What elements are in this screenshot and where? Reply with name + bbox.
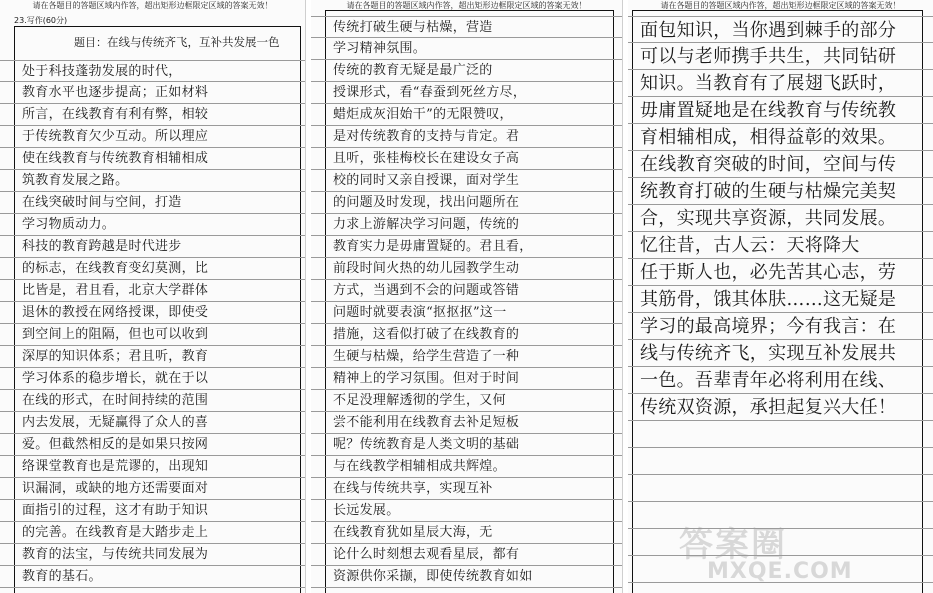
answer-area-warning: 请在各题目的答题区域内作答，超出矩形边框限定区域的答案无效！: [660, 1, 901, 10]
essay-line: 教育的法宝，与传统共同发展为: [0, 544, 305, 566]
essay-line: 学习体系的稳步增长，就在于以: [0, 368, 305, 390]
essay-line: 内去发展，无疑赢得了众人的喜: [0, 412, 305, 434]
essay-lines-column-2: [311, 16, 622, 588]
essay-line: 教育水平也逐步提高；正如材料: [0, 82, 305, 104]
essay-line: 传统双资源，承担起复兴大任！: [628, 394, 933, 421]
essay-line: 深厚的知识体系；君且听，教育: [0, 346, 305, 368]
essay-lines-column-1: [0, 60, 305, 588]
essay-line: 生硬与枯燥，给学生营造了一种: [311, 346, 622, 368]
essay-line: 的标志，在线教育变幻莫测，比: [0, 258, 305, 280]
essay-line: 是对传统教育的支持与肯定。君: [311, 126, 622, 148]
answer-sheet-page-right: [628, 0, 933, 593]
essay-line: 所言，在线教育有利有弊，相较: [0, 104, 305, 126]
essay-lines-column-3: [628, 16, 933, 583]
essay-line: 面包知识，当你遇到棘手的部分: [628, 16, 933, 43]
essay-topic: [74, 34, 280, 50]
answer-area-warning: 请在各题目的答题区域内作答，超出矩形边框限定区域的答案无效！: [346, 1, 587, 10]
essay-line: 前段时间火热的幼儿园教学生动: [311, 258, 622, 280]
essay-line: 学习的最高境界；今有我言：在: [628, 313, 933, 340]
essay-line: 传统的教育无疑是最广泛的: [311, 60, 622, 82]
essay-line: 教育实力是毋庸置疑的。君且看，: [311, 236, 622, 258]
essay-line: 问题时就要表演“抠抠抠”这一: [311, 302, 622, 324]
essay-line: 与在线教学相辅相成共辉煌。: [311, 456, 622, 478]
essay-line: 授课形式，看“春蚕到死丝方尽，: [311, 82, 622, 104]
essay-line: 精神上的学习氛围。但对于时间: [311, 368, 622, 390]
essay-line: 学习物质动力。: [0, 214, 305, 236]
essay-line: 不足没理解透彻的学生，又何: [311, 390, 622, 412]
essay-line: 的完善。在线教育是大踏步走上: [0, 522, 305, 544]
essay-line: 退休的教授在网络授课，即使受: [0, 302, 305, 324]
essay-line: 任于斯人也，必先苦其心志，劳: [628, 259, 933, 286]
essay-line: 其筋骨，饿其体肤……这无疑是: [628, 286, 933, 313]
essay-line: 可以与老师携手共生，共同钻研: [628, 43, 933, 70]
page-divider: [622, 0, 627, 593]
essay-line: 学习精神氛围。: [311, 38, 622, 60]
essay-line: 在线突破时间与空间，打造: [0, 192, 305, 214]
essay-line: 于传统教育欠少互动。所以理应: [0, 126, 305, 148]
essay-line: 统教育打破的生硬与枯燥完美契: [628, 178, 933, 205]
answer-sheet-page-left: [0, 0, 305, 593]
essay-line: 尝不能利用在线教育去补足短板: [311, 412, 622, 434]
essay-line: 线与传统齐飞，实现互补发展共: [628, 340, 933, 367]
essay-line: 资源供你采撷，即使传统教育如如: [311, 566, 622, 588]
essay-line: 措施，这看似打破了在线教育的: [311, 324, 622, 346]
page-divider: [305, 0, 310, 593]
essay-line: 筑教育发展之路。: [0, 170, 305, 192]
answer-area-warning: 请在各题目的答题区域内作答，超出矩形边框限定区域的答案无效！: [32, 1, 273, 10]
essay-line: 络课堂教育也是荒谬的，出现知: [0, 456, 305, 478]
watermark-logo-text: 答案圈: [679, 525, 787, 565]
answer-sheet-page-middle: [311, 0, 622, 593]
essay-line: 爱。但截然相反的是如果只按网: [0, 434, 305, 456]
essay-line: 在线的形式，在时间持续的范围: [0, 390, 305, 412]
topic-value: 在线与传统齐飞，互补共发展一色: [107, 35, 280, 49]
site-watermark: [679, 517, 889, 587]
essay-line: 方式，当遇到不会的问题或答错: [311, 280, 622, 302]
essay-line: 育相辅相成，相得益彰的效果。: [628, 124, 933, 151]
essay-line: 忆往昔，古人云：天将降大: [628, 232, 933, 259]
essay-line: 呢？传统教育是人类文明的基础: [311, 434, 622, 456]
essay-line: 毋庸置疑地是在线教育与传统教: [628, 97, 933, 124]
essay-line: 传统打破生硬与枯燥，营造: [311, 16, 622, 38]
essay-line: 知识。当教育有了展翅飞跃时，: [628, 70, 933, 97]
essay-line-empty: [628, 421, 933, 448]
essay-line: 在线教育犹如星辰大海，无: [311, 522, 622, 544]
essay-line: 科技的教育跨越是时代进步: [0, 236, 305, 258]
essay-line: 且听，张桂梅校长在建设女子高: [311, 148, 622, 170]
essay-line-empty: [628, 475, 933, 502]
essay-line: 在线与传统共享，实现互补: [311, 478, 622, 500]
essay-line-empty: [628, 448, 933, 475]
essay-line: 面指引的过程，这才有助于知识: [0, 500, 305, 522]
topic-label: 题目：: [74, 36, 107, 49]
essay-line: 蜡炬成灰泪始干”的无限赞叹，: [311, 104, 622, 126]
essay-line: 校的同时又亲自授课，面对学生: [311, 170, 622, 192]
essay-line: 合，实现共享资源，共同发展。: [628, 205, 933, 232]
essay-line: 长远发展。: [311, 500, 622, 522]
essay-line: 一色。吾辈青年必将利用在线、: [628, 367, 933, 394]
watermark-url-text: MXQE.COM: [707, 559, 853, 584]
essay-line: 识漏洞，或缺的地方还需要面对: [0, 478, 305, 500]
essay-line: 到空间上的阻隔，但也可以收到: [0, 324, 305, 346]
essay-line: 的问题及时发现，找出问题所在: [311, 192, 622, 214]
essay-line: 在线教育突破的时间，空间与传: [628, 151, 933, 178]
essay-line: 使在线教育与传统教育相辅相成: [0, 148, 305, 170]
essay-line: 比皆是，君且看，北京大学群体: [0, 280, 305, 302]
essay-line: 力求上游解决学习问题，传统的: [311, 214, 622, 236]
essay-line: 论什么时刻想去观看星辰，都有: [311, 544, 622, 566]
question-number: 23.写作(60分): [14, 16, 68, 25]
essay-line: 处于科技蓬勃发展的时代，: [0, 60, 305, 82]
essay-line: 教育的基石。: [0, 566, 305, 588]
